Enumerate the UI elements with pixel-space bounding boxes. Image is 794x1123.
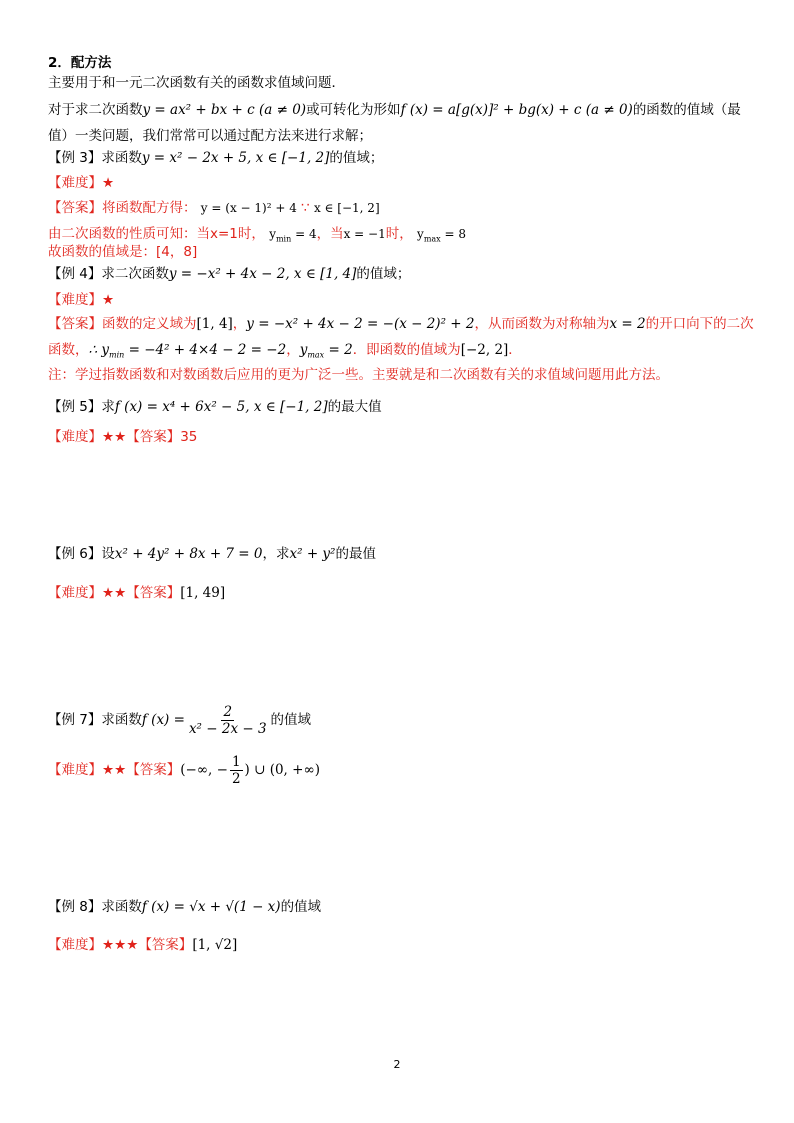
conclusion-text: 故函数的值域是：[4，8] [48,244,198,260]
answer-left-interval: (−∞, − [180,762,228,778]
example-5-label: 【例 5】 [48,399,102,415]
example-4-text-pre: 求二次函数 [101,266,169,282]
answer-fraction [230,754,243,787]
example-4-text-post: 的值域； [356,266,411,282]
answer-ymax-expression [300,342,353,358]
example-4-difficulty [48,291,114,309]
example-7-text-pre: 求函数 [101,712,142,728]
answer-text-2d: 时， [385,226,413,242]
because-symbol: ∵ [301,200,310,216]
answer-text-c: ，从而函数为对称轴为 [474,316,610,332]
y-symbol: y [299,342,308,358]
section-title-text: 2．配方法 [48,55,112,71]
example-6-equation: x² + 4y² + 8x + 7 = 0 [114,546,263,562]
example-6-text-post: 的最值 [335,546,376,562]
example-6-question [48,545,376,563]
answer-label: 【答案】 [126,429,181,445]
intro-text-2a: 对于求二次函数 [48,102,143,118]
answer-value: [1, 49] [180,585,226,601]
example-3-difficulty [48,174,114,192]
answer-text-2b: ， [286,342,300,358]
example-8-text-post: 的值域 [280,899,322,915]
difficulty-label: 【难度】 [48,937,102,953]
star-rating: ★★ [102,429,127,445]
answer-text-2c: ．即函数的值域为 [352,342,461,358]
example-4-answer-line-2 [48,341,522,365]
example-6-text-mid: ，求 [262,546,290,562]
therefore-ymin: ∴ y [88,342,110,358]
ymax-value: = 2 [324,342,353,358]
intro-line-1 [48,74,345,92]
example-3-text-pre: 求函数 [101,150,142,166]
symmetry-axis: x = 2 [609,316,646,332]
answer-domain: [1, 4] [196,316,233,332]
example-3-answer [48,199,380,217]
answer-text-2b: 时， [237,226,265,242]
note-text: 注：学过指数函数和对数函数后应用的更为广泛一些。主要就是和二次函数有关的求值域问题用此方法。 [48,367,669,383]
answer-value: 35 [180,429,198,445]
quadratic-formula: y = ax² + bx + c (a ≠ 0) [142,102,307,118]
example-7-answer [48,750,320,790]
answer-ymax [417,227,467,244]
example-4-label: 【例 4】 [48,266,102,282]
answer-x-value-1: x=1 [210,226,238,242]
y-symbol: y [417,227,424,241]
difficulty-label: 【难度】 [48,175,102,191]
answer-text-2c: ，当 [316,226,344,242]
star-rating: ★★ [102,585,127,601]
max-subscript: max [423,234,441,244]
difficulty-label: 【难度】 [48,292,102,308]
example-3-question [48,149,383,167]
answer-equation: y = (x − 1)² + 4 [200,201,297,215]
answer-range: [−2, 2] [460,342,509,358]
example-5-equation: f (x) = x⁴ + 6x² − 5, x ∈ [−1, 2] [114,399,328,415]
example-6-answer [48,584,225,602]
page-number-text: 2 [393,1058,401,1071]
star-rating: ★★★ [102,937,139,953]
example-8-equation: f (x) = √x + √(1 − x) [141,899,281,915]
example-4-answer [48,315,754,333]
example-7-label: 【例 7】 [48,712,102,728]
answer-label: 【答案】 [126,762,181,778]
answer-label: 【答案】 [48,316,102,332]
ymax-value: = 8 [440,227,467,241]
answer-domain: x ∈ [−1, 2] [314,201,380,215]
min-subscript: min [109,350,125,360]
section-title [48,54,111,72]
fraction-numerator: 2 [223,703,233,720]
intro-line-2 [48,101,741,119]
intro-text-2c: 的函数的值域（最 [632,102,741,118]
answer-label: 【答案】 [48,200,102,216]
answer-text-2a: 函数， [48,342,89,358]
fraction-numerator: 1 [231,753,241,770]
example-5-text-pre: 求 [101,399,115,415]
answer-equation: y = −x² + 4x − 2 = −(x − 2)² + 2 [246,316,475,332]
star-rating: ★ [102,292,115,308]
example-5-question [48,398,382,416]
answer-ymin-expression [89,342,287,358]
example-3-conclusion [48,243,197,261]
y-symbol: y [269,227,276,241]
fraction-denominator: 2 [231,770,241,787]
star-rating: ★ [102,175,115,191]
fraction-denominator: x² − 2x − 3 [188,720,267,737]
intro-line-3 [48,127,372,145]
answer-value: [1, √2] [192,937,238,953]
example-7-fraction [187,704,269,737]
answer-text-a: 函数的定义域为 [102,316,197,332]
max-subscript: max [307,350,325,360]
answer-x-value-2: x = −1 [343,227,386,241]
example-4-note [48,366,669,384]
answer-right-interval: ) ∪ (0, +∞) [244,762,320,778]
example-6-label: 【例 6】 [48,546,102,562]
min-subscript: min [275,234,292,244]
example-6-target: x² + y² [289,546,336,562]
example-5-text-post: 的最大值 [327,399,382,415]
example-3-equation: y = x² − 2x + 5, x ∈ [−1, 2] [141,150,330,166]
example-4-question [48,265,410,283]
answer-text-2d: ． [508,342,522,358]
example-5-answer [48,428,197,446]
answer-text-2a: 由二次函数的性质可知：当 [48,226,210,242]
difficulty-label: 【难度】 [48,762,102,778]
page-number [0,1058,794,1071]
answer-ymin [269,227,317,244]
answer-label: 【答案】 [138,937,193,953]
example-4-equation: y = −x² + 4x − 2, x ∈ [1, 4] [168,266,357,282]
ymin-computation: = −4² + 4×4 − 2 = −2 [124,342,287,358]
example-3-text-post: 的值域； [329,150,384,166]
composite-formula: f (x) = a[g(x)]² + bg(x) + c (a ≠ 0) [400,102,633,118]
difficulty-label: 【难度】 [48,429,102,445]
example-6-text-pre: 设 [101,546,115,562]
intro-text-3: 值）一类问题，我们常常可以通过配方法来进行求解； [48,128,372,144]
example-7-question [48,702,311,738]
example-8-text-pre: 求函数 [101,899,142,915]
intro-text-1: 主要用于和一元二次函数有关的函数求值域问题． [48,75,345,91]
answer-label: 【答案】 [126,585,181,601]
example-8-answer [48,936,237,954]
example-7-lhs: f (x) = [141,712,185,728]
answer-text-b: ， [232,316,247,332]
star-rating: ★★ [102,762,127,778]
difficulty-label: 【难度】 [48,585,102,601]
ymin-value: = 4 [291,227,317,241]
answer-text-d: 的开口向下的二次 [645,316,754,332]
example-3-label: 【例 3】 [48,150,102,166]
example-8-label: 【例 8】 [48,899,102,915]
answer-text: 将函数配方得： [102,200,197,216]
example-8-question [48,898,321,916]
intro-text-2b: 或可转化为形如 [306,102,401,118]
example-7-text-post: 的值域 [270,712,312,728]
